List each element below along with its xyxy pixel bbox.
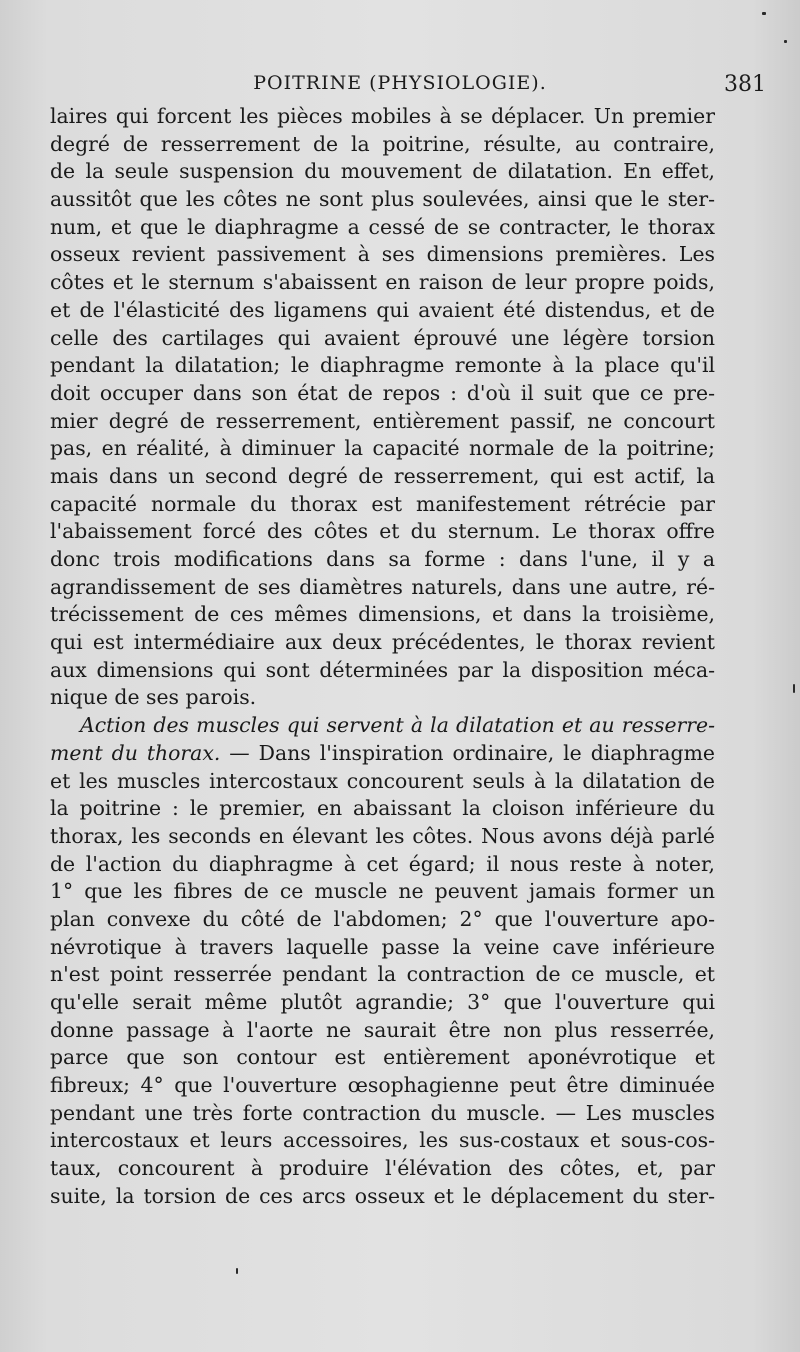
text-line: parce que son contour est entièrement aponévrotique et bbox=[50, 1045, 715, 1070]
text-line: névrotique à travers laquelle passe la veine cave inférieure bbox=[50, 934, 715, 959]
section-heading-line bbox=[50, 712, 715, 740]
text-line: de la seule suspension du mouvement de dilatation. En effet, bbox=[50, 159, 715, 184]
text-line: mais dans un second degré de resserrement, qui est actif, la bbox=[50, 463, 715, 488]
text-line: fibreux; 4° que l'ouverture œsophagienne peut être diminuée bbox=[50, 1073, 715, 1098]
text-line: 1° que les fibres de ce muscle ne peuvent jamais former un bbox=[50, 879, 715, 904]
text-line: celle des cartilages qui avaient éprouvé une légère torsion bbox=[50, 325, 715, 350]
text-line: aussitôt que les côtes ne sont plus soulevées, ainsi que le ster- bbox=[50, 187, 715, 212]
text-line: agrandissement de ses diamètres naturels, dans une autre, ré- bbox=[50, 574, 715, 599]
text-line: la poitrine : le premier, en abaissant la cloison inférieure du bbox=[50, 796, 715, 821]
text-line: et de l'élasticité des ligamens qui avaient été distendus, et de bbox=[50, 297, 715, 322]
text-line: doit occuper dans son état de repos : d'où il suit que ce pre- bbox=[50, 380, 715, 405]
body-text bbox=[50, 103, 715, 1211]
text-line: pendant la dilatation; le diaphragme remonte à la place qu'il bbox=[50, 353, 715, 378]
text-run: — Dans l'inspiration ordinaire, le diaphragme bbox=[220, 740, 715, 765]
section-heading-italic-end: ment du thorax. bbox=[50, 740, 221, 765]
text-line: donne passage à l'aorte ne saurait être non plus resserrée, bbox=[50, 1017, 715, 1042]
text-line: nique de ses parois. bbox=[50, 685, 257, 710]
text-line: donc trois modifications dans sa forme : dans l'une, il y a bbox=[50, 547, 715, 571]
page-number: 381 bbox=[724, 72, 766, 97]
page-header bbox=[0, 72, 800, 100]
text-line: intercostaux et leurs accessoires, les sus-costaux et sous-cos- bbox=[50, 1128, 715, 1153]
scan-speck bbox=[762, 12, 766, 15]
text-line: thorax, les seconds en élevant les côtes. Nous avons déjà parlé bbox=[50, 823, 715, 848]
section-heading-italic: Action des muscles qui servent à la dilatation et au resserre- bbox=[80, 713, 715, 738]
text-line: suite, la torsion de ces arcs osseux et le déplacement du ster- bbox=[50, 1183, 715, 1208]
text-line bbox=[50, 740, 715, 768]
text-line: côtes et le sternum s'abaissent en raison de leur propre poids, bbox=[50, 270, 715, 295]
text-line: mier degré de resserrement, entièrement passif, ne concourt bbox=[50, 408, 715, 433]
text-line: taux, concourent à produire l'élévation des côtes, et, par bbox=[50, 1156, 715, 1181]
text-line: de l'action du diaphragme à cet égard; il nous reste à noter, bbox=[50, 851, 715, 876]
text-line: num, et que le diaphragme a cessé de se contracter, le thorax bbox=[50, 214, 715, 239]
scan-speck bbox=[236, 1268, 238, 1274]
running-head: POITRINE (PHYSIOLOGIE). bbox=[253, 72, 547, 94]
text-line: pendant une très forte contraction du muscle. — Les muscles bbox=[50, 1100, 715, 1125]
text-line: n'est point resserrée pendant la contraction de ce muscle, et bbox=[50, 962, 715, 987]
text-line: aux dimensions qui sont déterminées par la disposition méca- bbox=[50, 657, 715, 682]
text-line: trécissement de ces mêmes dimensions, et dans la troisième, bbox=[50, 602, 715, 627]
scan-speck bbox=[793, 684, 795, 693]
text-line: degré de resserrement de la poitrine, résulte, au contraire, bbox=[50, 131, 715, 156]
text-line: pas, en réalité, à diminuer la capacité normale de la poitrine; bbox=[50, 436, 715, 461]
text-line: capacité normale du thorax est manifestement rétrécie par bbox=[50, 491, 715, 516]
text-line: plan convexe du côté de l'abdomen; 2° que l'ouverture apo- bbox=[50, 906, 715, 931]
text-line: et les muscles intercostaux concourent seuls à la dilatation de bbox=[50, 768, 715, 793]
text-line: l'abaissement forcé des côtes et du sternum. Le thorax offre bbox=[50, 519, 715, 544]
text-line: osseux revient passivement à ses dimensions premières. Les bbox=[50, 242, 715, 267]
text-line: qu'elle serait même plutôt agrandie; 3° que l'ouverture qui bbox=[50, 990, 715, 1014]
text-line: laires qui forcent les pièces mobiles à se déplacer. Un premier bbox=[50, 104, 715, 128]
text-line: qui est intermédiaire aux deux précédentes, le thorax revient bbox=[50, 630, 715, 655]
scan-speck bbox=[784, 40, 787, 43]
